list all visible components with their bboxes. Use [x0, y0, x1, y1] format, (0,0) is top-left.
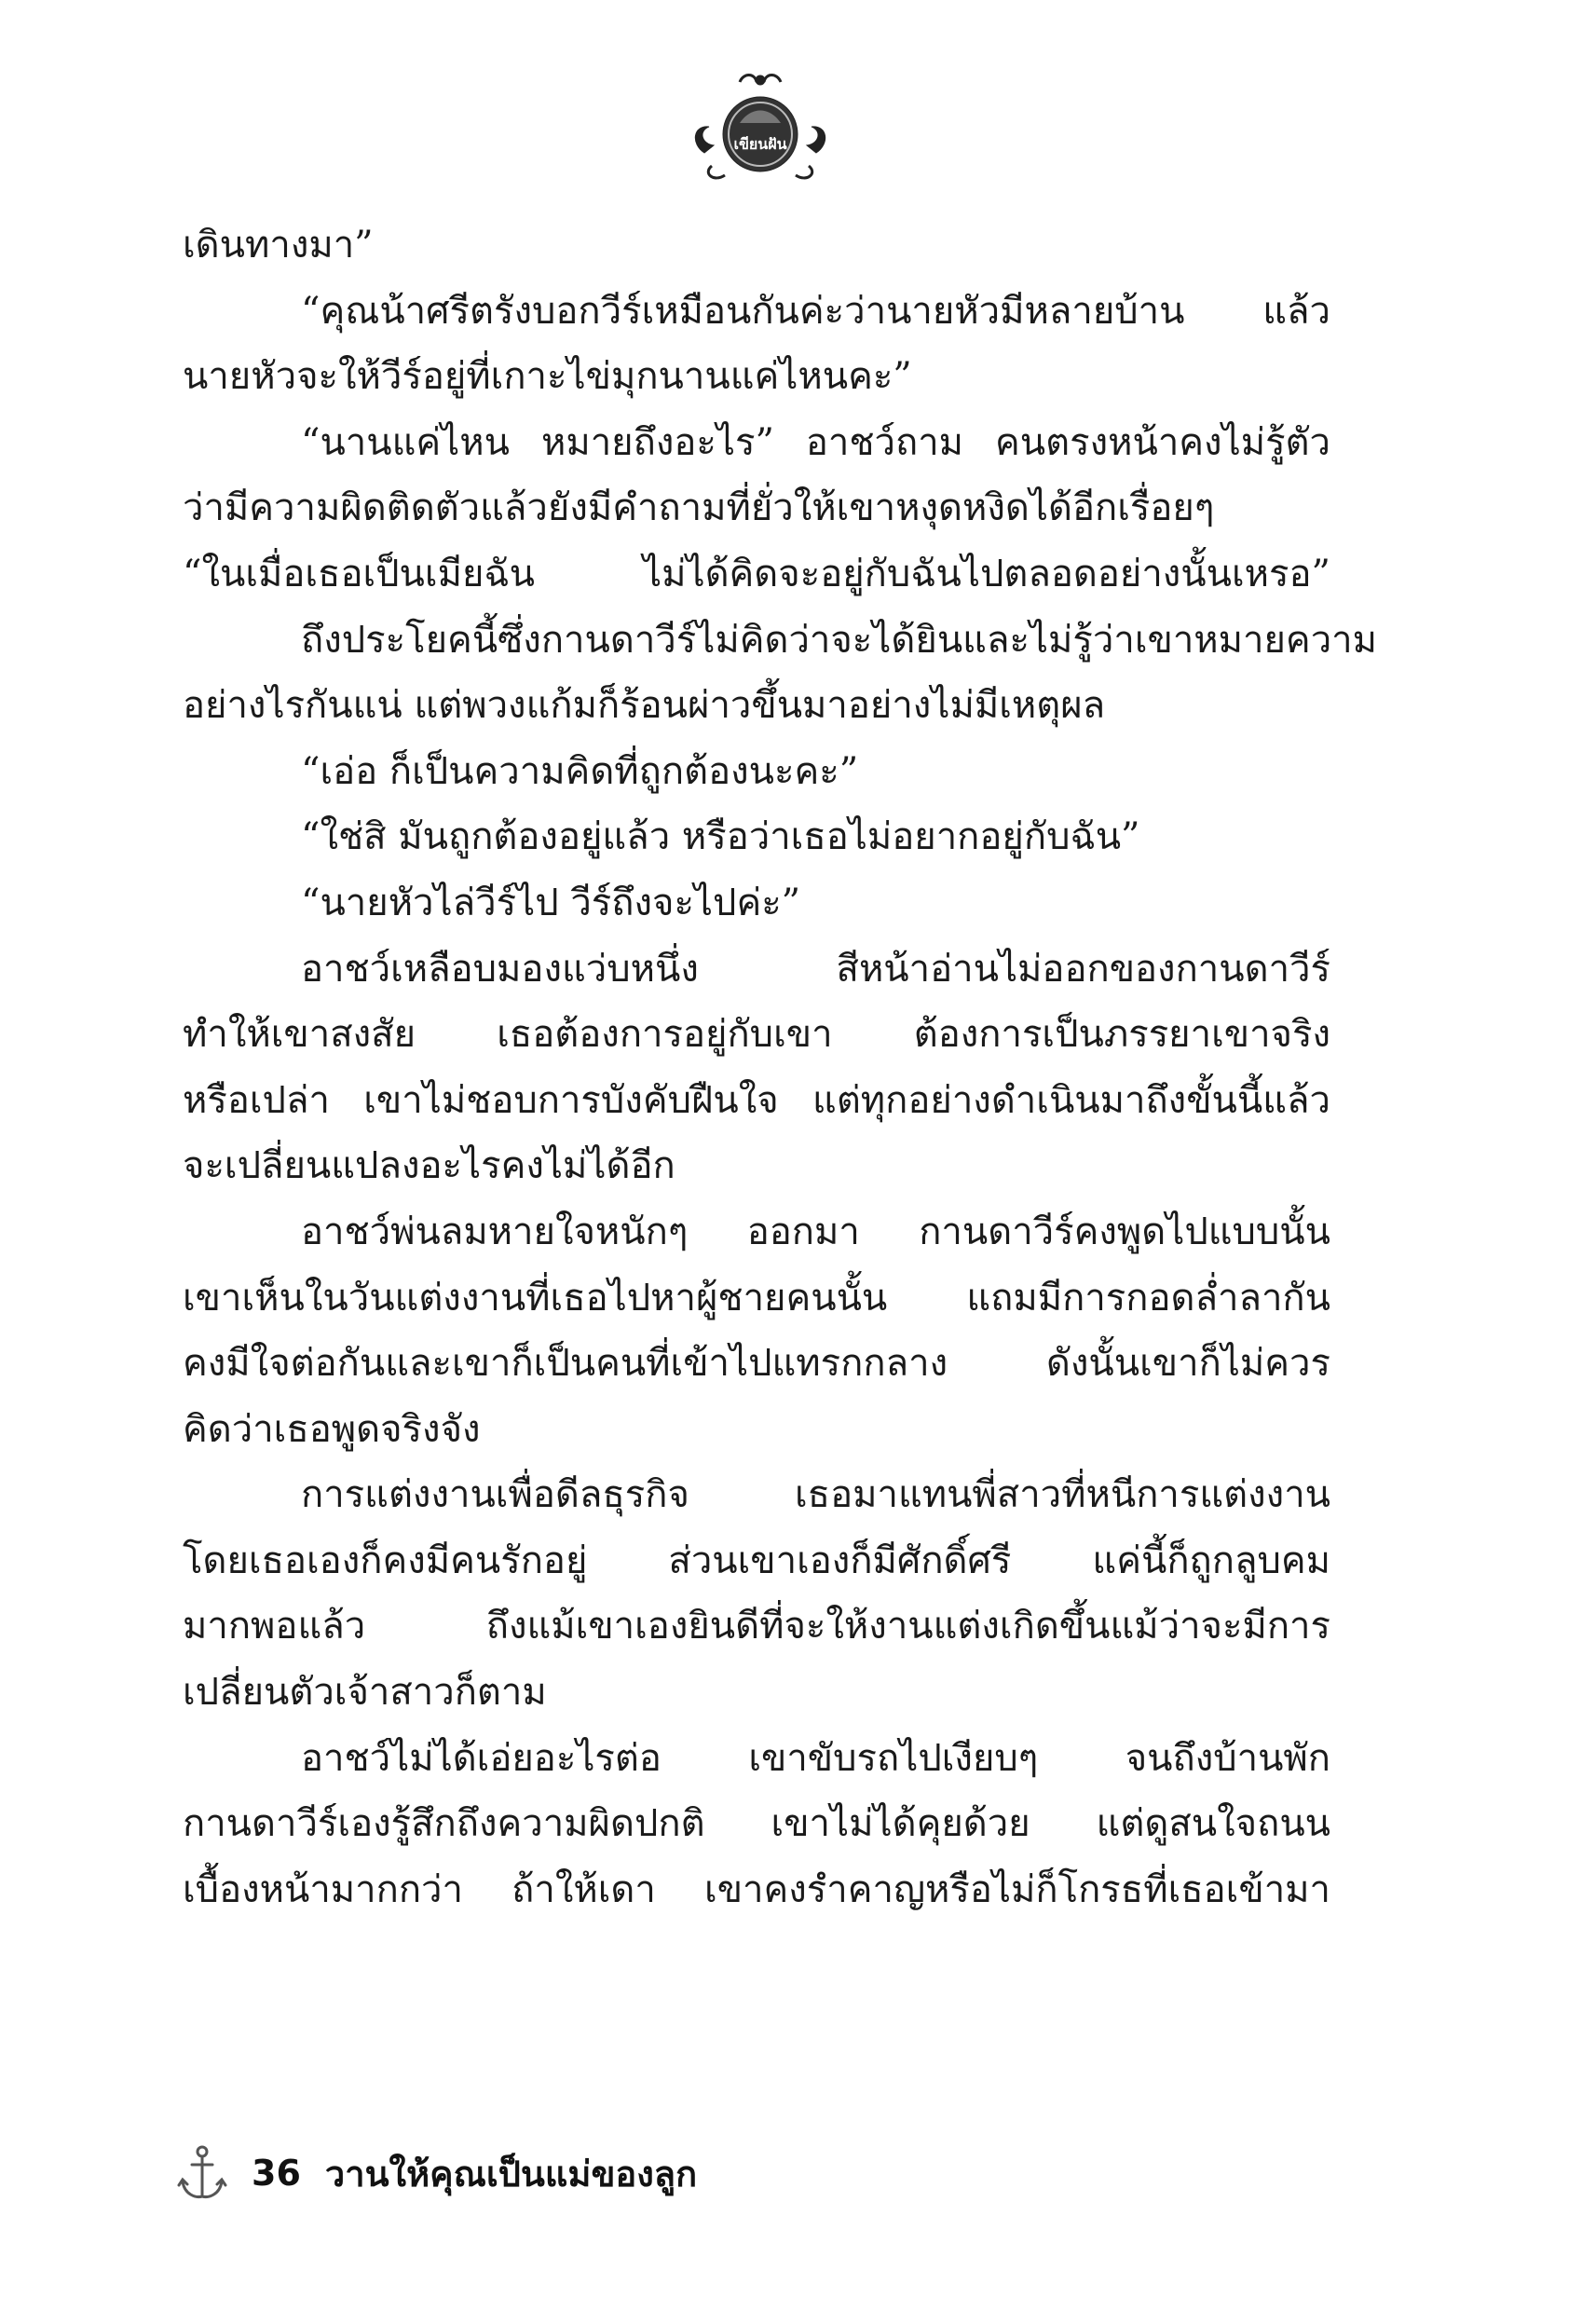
text-line: เขาเห็นในวันแต่งงานที่เธอไปหาผู้ชายคนนั้น แถมมีการกอดล่ำลากัน [183, 1276, 1330, 1320]
book-title: วานให้คุณเป็นแม่ของลูก [324, 2153, 698, 2195]
text-line: เดินทางมา” [183, 224, 374, 267]
text-line: อาชว์เหลือบมองแว่บหนึ่ง สีหน้าอ่านไม่ออกของกานดาวีร์ [301, 947, 1330, 991]
text-line: “ใช่สิ มันถูกต้องอยู่แล้ว หรือว่าเธอไม่อยากอยู่กับฉัน” [301, 815, 1140, 859]
anchor-icon [175, 2144, 229, 2202]
text-line: อาชว์พ่นลมหายใจหนักๆ ออกมา กานดาวีร์คงพูดไปแบบนั้น [301, 1210, 1330, 1253]
text-line: อาชว์ไม่ได้เอ่ยอะไรต่อ เขาขับรถไปเงียบๆ จนถึงบ้านพัก [301, 1736, 1330, 1780]
text-line: คิดว่าเธอพูดจริงจัง [183, 1407, 481, 1451]
text-line: อย่างไรกันแน่ แต่พวงแก้มก็ร้อนผ่าวขึ้นมาอย่างไม่มีเหตุผล [183, 684, 1106, 728]
text-line: กานดาวีร์เองรู้สึกถึงความผิดปกติ เขาไม่ได้คุยด้วย แต่ดูสนใจถนน [183, 1802, 1330, 1846]
page-footer [175, 2143, 697, 2203]
text-line: ว่ามีความผิดติดตัวแล้วยังมีคำถามที่ยั่วให้เขาหงุดหงิดได้อีกเรื่อยๆ [183, 486, 1215, 530]
text-line: โดยเธอเองก็คงมีคนรักอยู่ ส่วนเขาเองก็มีศักดิ์ศรี แค่นี้ก็ถูกลูบคม [183, 1538, 1330, 1582]
page-number: 36 [252, 2153, 301, 2194]
text-line: มากพอแล้ว ถึงแม้เขาเองยินดีที่จะให้งานแต่งเกิดขึ้นแม้ว่าจะมีการ [183, 1605, 1330, 1648]
text-line: จะเปลี่ยนแปลงอะไรคงไม่ได้อีก [183, 1144, 675, 1188]
text-line: “คุณน้าศรีตรังบอกวีร์เหมือนกันค่ะว่านายหัวมีหลายบ้าน แล้ว [301, 289, 1330, 333]
text-line: เบื้องหน้ามากกว่า ถ้าให้เดา เขาคงรำคาญหรือไม่ก็โกรธที่เธอเข้ามา [183, 1867, 1330, 1911]
text-line: เปลี่ยนตัวเจ้าสาวก็ตาม [183, 1671, 547, 1715]
text-line: นายหัวจะให้วีร์อยู่ที่เกาะไข่มุกนานแค่ไหนคะ” [183, 355, 912, 399]
text-line: หรือเปล่า เขาไม่ชอบการบังคับฝืนใจ แต่ทุกอย่างดำเนินมาถึงขั้นนี้แล้ว [183, 1078, 1330, 1122]
publisher-emblem-icon [686, 69, 835, 190]
text-line: “ในเมื่อเธอเป็นเมียฉัน ไม่ได้คิดจะอยู่กับฉันไปตลอดอย่างนั้นเหรอ” [183, 552, 1330, 595]
publisher-logo-text: เขียนฝัน [733, 135, 787, 153]
text-line: ถึงประโยคนี้ซึ่งกานดาวีร์ไม่คิดว่าจะได้ยินและไม่รู้ว่าเขาหมายความ [301, 618, 1377, 662]
text-line: “เอ่อ ก็เป็นความคิดที่ถูกต้องนะคะ” [301, 749, 859, 793]
text-line: การแต่งงานเพื่อดีลธุรกิจ เธอมาแทนพี่สาวที่หนีการแต่งงาน [301, 1473, 1330, 1517]
text-line: คงมีใจต่อกันและเขาก็เป็นคนที่เข้าไปแทรกกลาง ดังนั้นเขาก็ไม่ควร [183, 1342, 1330, 1386]
text-line: ทำให้เขาสงสัย เธอต้องการอยู่กับเขา ต้องการเป็นภรรยาเขาจริง [183, 1013, 1330, 1057]
text-line: “นานแค่ไหน หมายถึงอะไร” อาชว์ถาม คนตรงหน้าคงไม่รู้ตัว [301, 420, 1330, 464]
body-text [183, 212, 1377, 1922]
text-line: “นายหัวไล่วีร์ไป วีร์ถึงจะไปค่ะ” [301, 881, 801, 924]
